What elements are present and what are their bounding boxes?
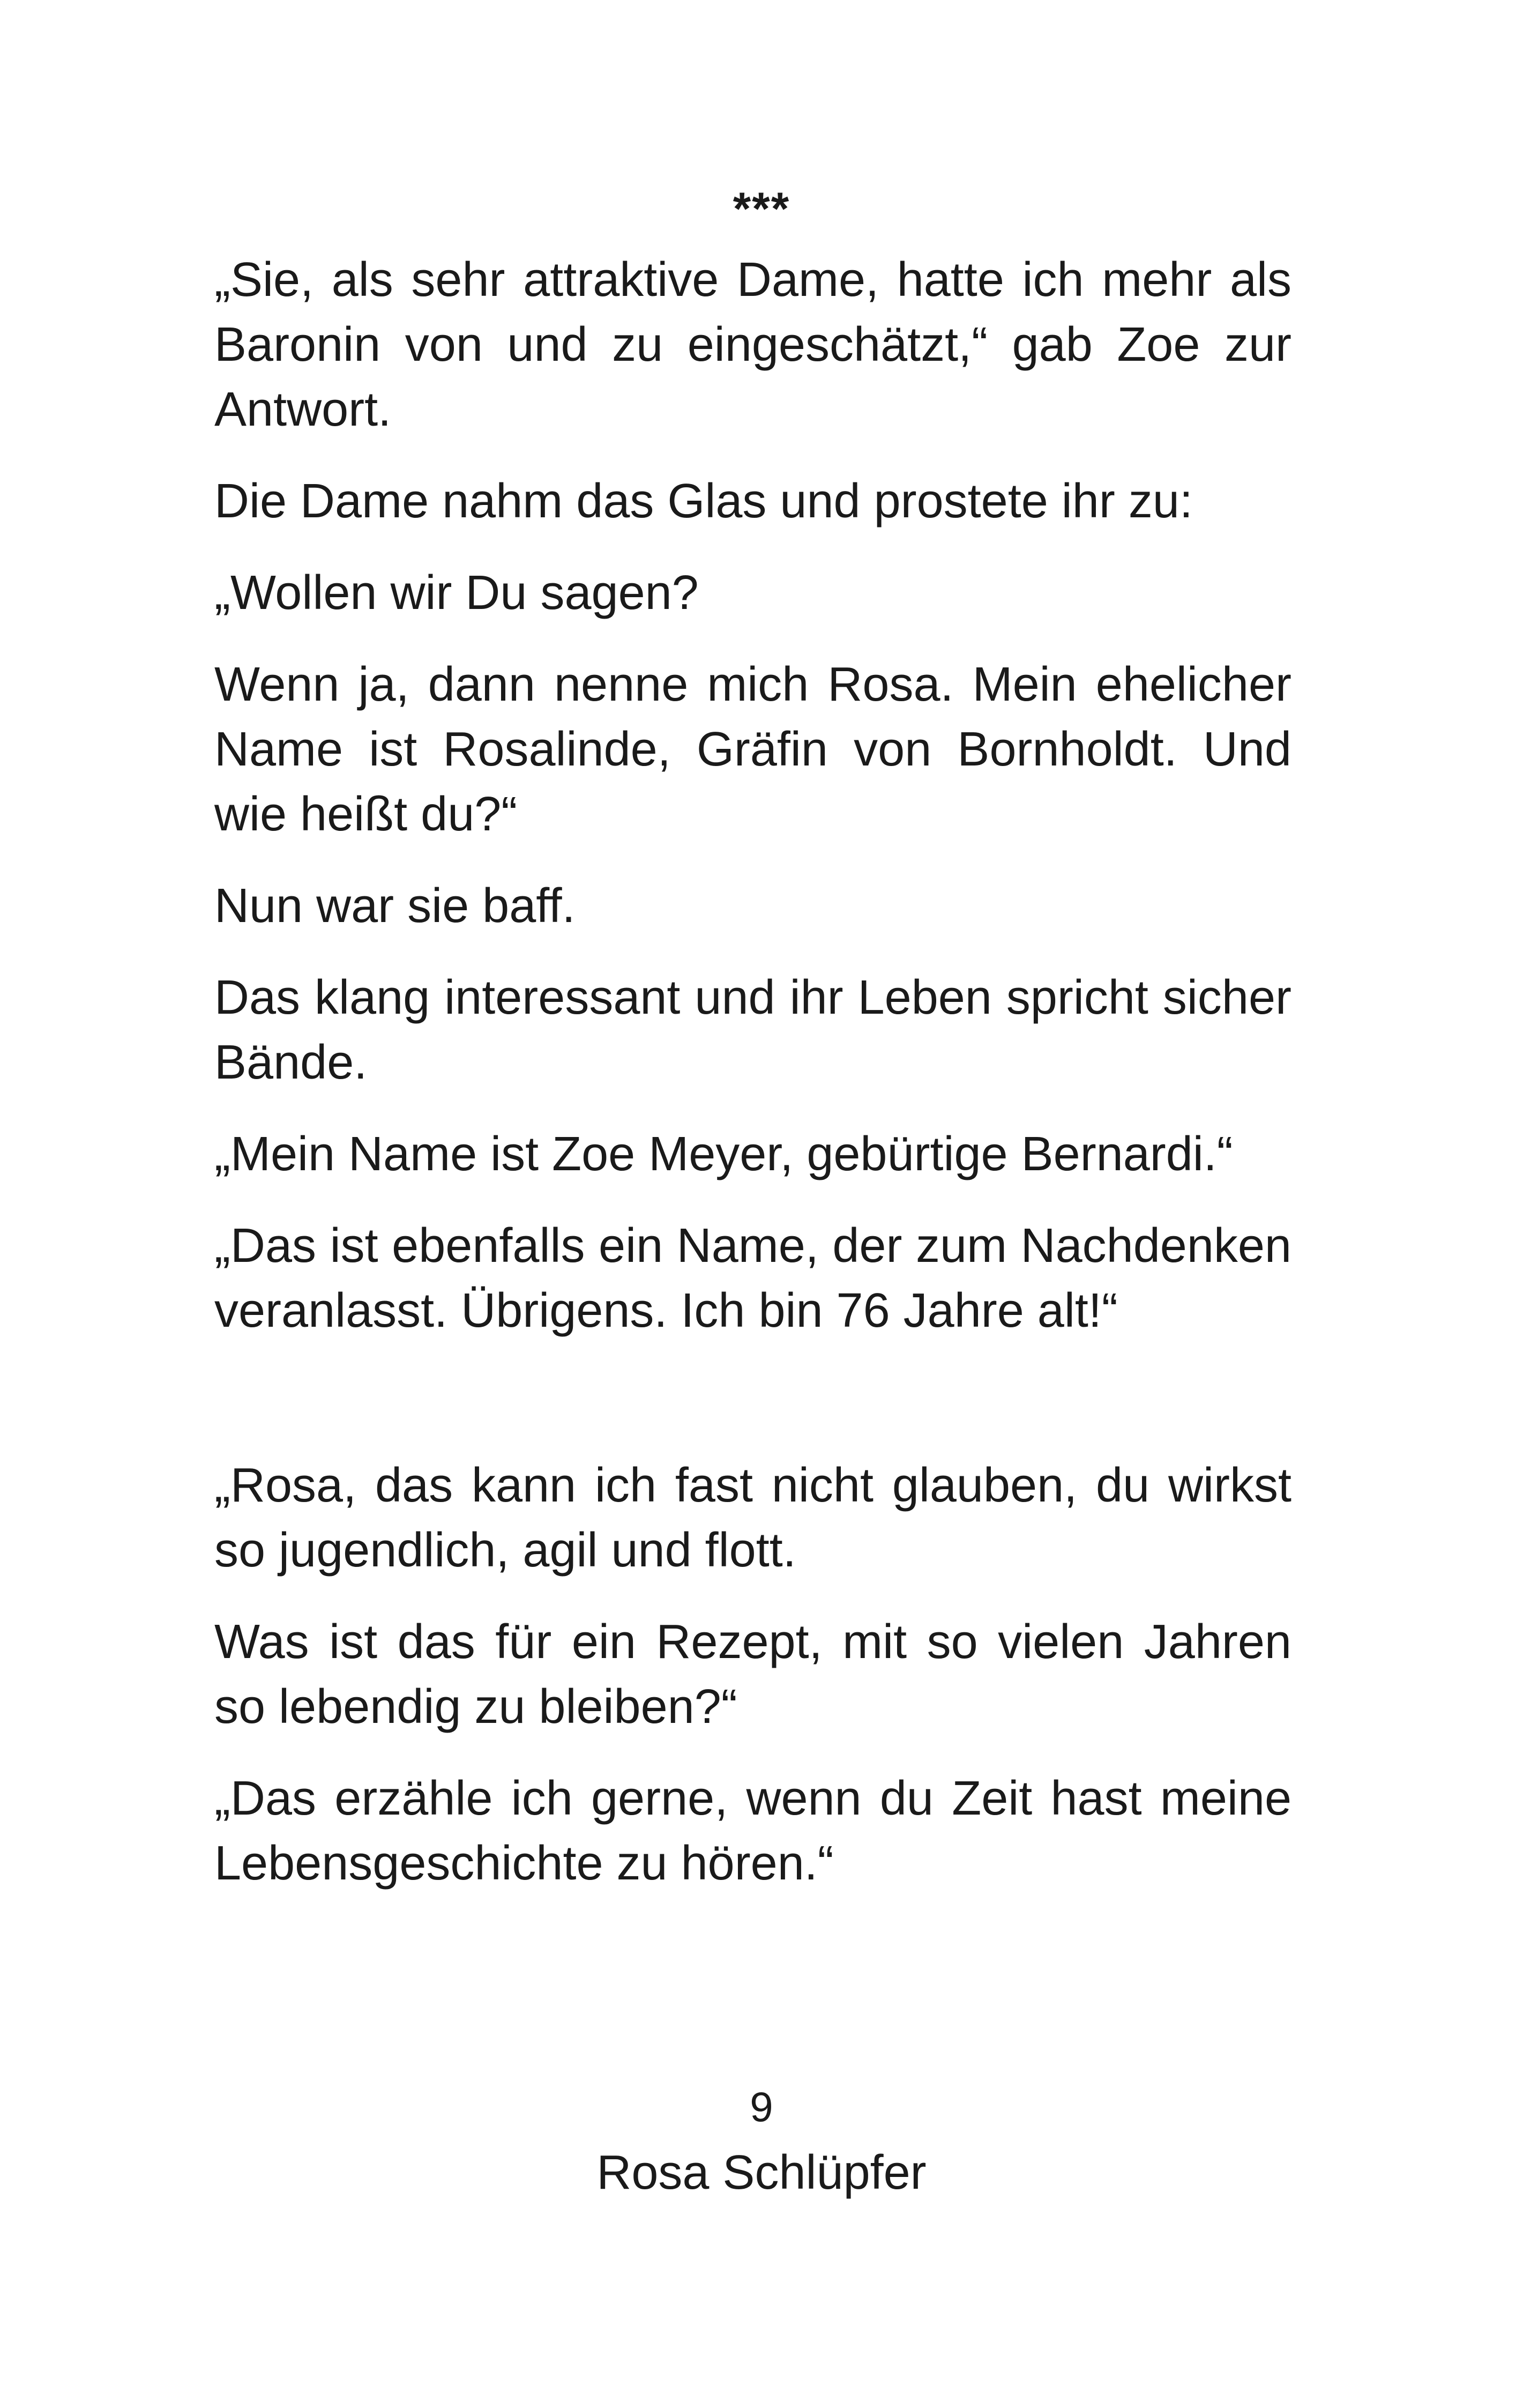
paragraph: „Wollen wir Du sagen? <box>214 566 699 620</box>
paragraph: „Sie, als sehr attraktive Dame, hatte ich mehr als Baronin von und zu eingeschätzt,“ gab Zoe zur Antwort. <box>214 253 1291 436</box>
paragraph: Nun war sie baff. <box>214 879 576 933</box>
paragraph: „Das ist ebenfalls ein Name, der zum Nachdenken veranlasst. Übrigens. Ich bin 76 Jahre alt!“ <box>214 1219 1291 1337</box>
paragraph: Die Dame nahm das Glas und prostete ihr zu: <box>214 474 1193 528</box>
paragraph: „Das erzähle ich gerne, wenn du Zeit hast meine Lebensgeschichte zu hören.“ <box>214 1772 1291 1890</box>
paragraph: „Rosa, das kann ich fast nicht glauben, du wirkst so jugendlich, agil und flott. <box>214 1459 1291 1577</box>
paragraph: „Mein Name ist Zoe Meyer, gebürtige Bernardi.“ <box>214 1127 1233 1181</box>
paragraph: Das klang interessant und ihr Leben spricht sicher Bände. <box>214 971 1291 1089</box>
paragraph: Wenn ja, dann nenne mich Rosa. Mein ehelicher Name ist Rosalinde, Gräfin von Bornholdt. Und wie heißt du?“ <box>214 658 1291 841</box>
body-text <box>214 248 1291 1923</box>
page-number: 9 <box>750 2083 773 2130</box>
paragraph: Was ist das für ein Rezept, mit so vielen Jahren so lebendig zu bleiben?“ <box>214 1615 1291 1734</box>
section-separator: *** <box>733 183 790 235</box>
footer-author: Rosa Schlüpfer <box>596 2146 927 2199</box>
